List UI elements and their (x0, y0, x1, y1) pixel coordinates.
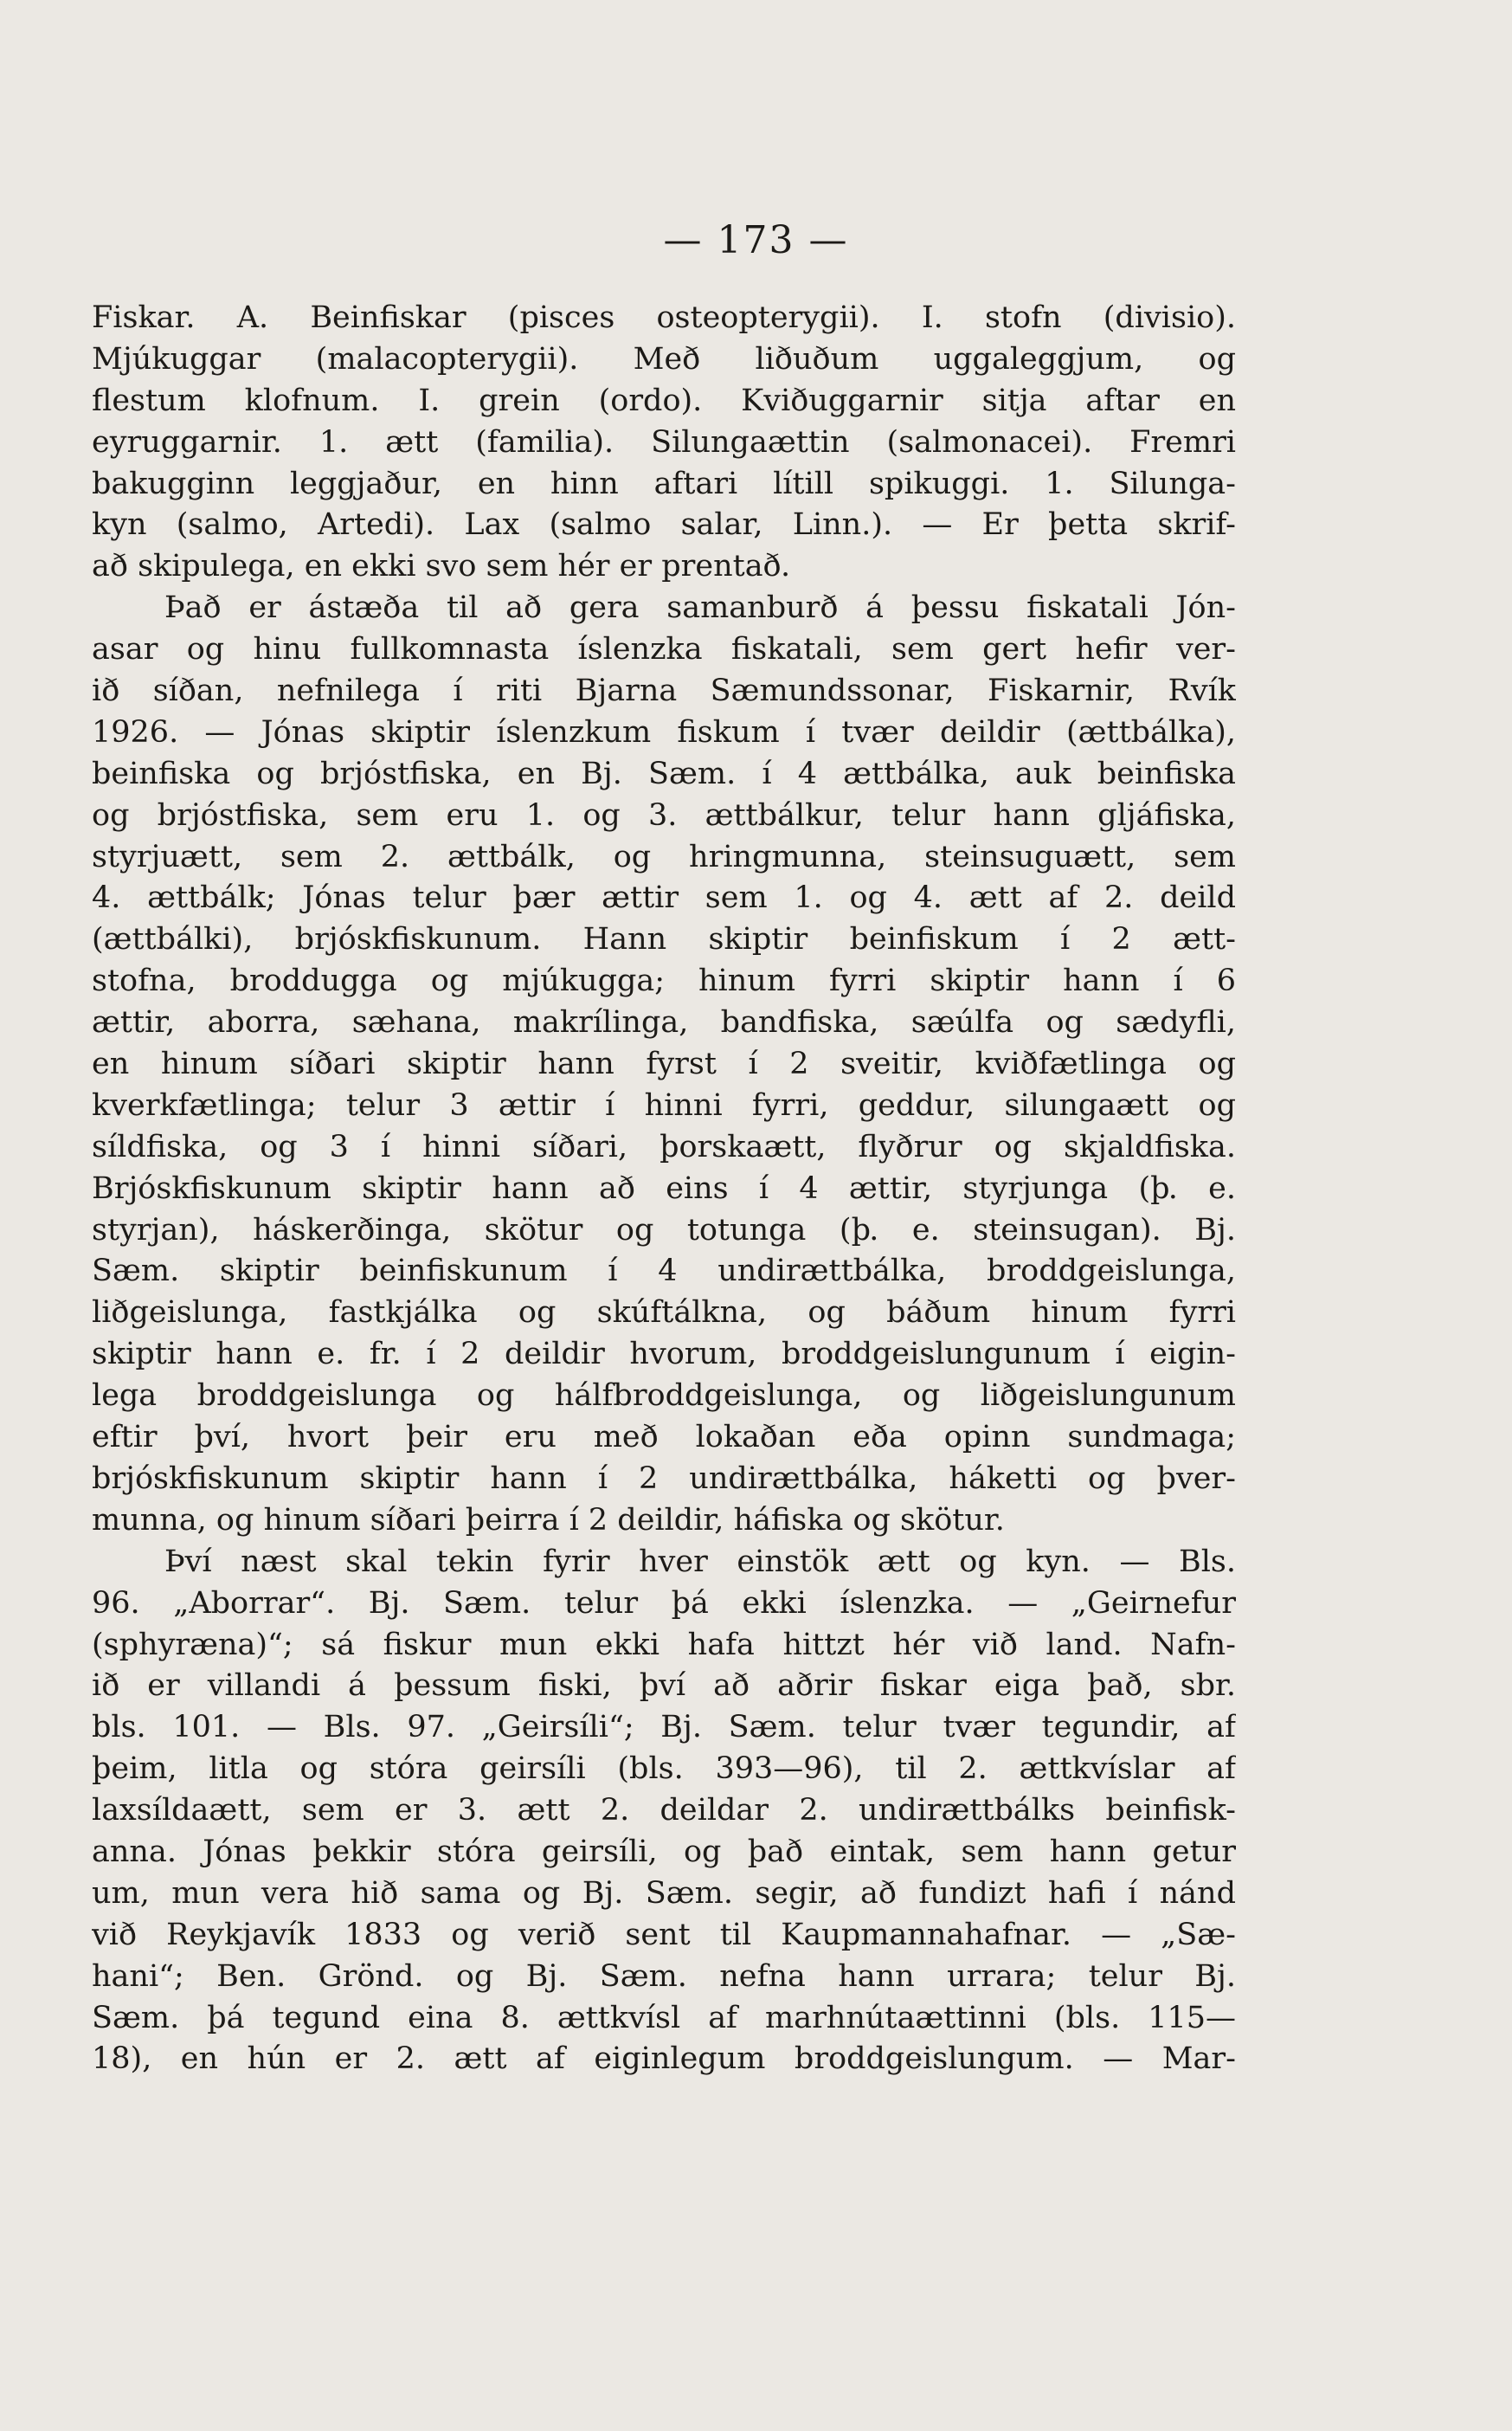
text-line: bls. 101. — Bls. 97. „Geirsíli“; Bj. Sæm. telur tvær tegundir, af (92, 1710, 1236, 1745)
text-line: styrjuætt, sem 2. ættbálk, og hringmunna, steinsuguætt, sem (92, 839, 1236, 874)
text-line: Því næst skal tekin fyrir hver einstök ætt og kyn. — Bls. (164, 1544, 1236, 1579)
text-line: ið er villandi á þessum fiski, því að aðrir fiskar eiga það, sbr. (92, 1668, 1236, 1704)
text-line: við Reykjavík 1833 og verið sent til Kaupmannahafnar. — „Sæ- (92, 1917, 1236, 1952)
text-line: ið síðan, nefnilega í riti Bjarna Sæmundssonar, Fiskarnir, Rvík (92, 674, 1236, 709)
body-text (92, 298, 1236, 2080)
text-line: þeim, litla og stóra geirsíli (bls. 393—96), til 2. ættkvíslar af (92, 1751, 1236, 1787)
text-line: Fiskar. A. Beinfiskar (pisces osteopterygii). I. stofn (divisio). (92, 300, 1236, 335)
text-line: liðgeislunga, fastkjálka og skúftálkna, og báðum hinum fyrri (92, 1295, 1236, 1331)
text-line: (sphyræna)“; sá fiskur mun ekki hafa hittzt hér við land. Nafn- (92, 1627, 1236, 1662)
text-line: 96. „Aborrar“. Bj. Sæm. telur þá ekki íslenzka. — „Geirnefur (92, 1585, 1236, 1621)
text-line: Sæm. þá tegund eina 8. ættkvísl af marhnútaættinni (bls. 115— (92, 2000, 1236, 2035)
text-line: laxsíldaætt, sem er 3. ætt 2. deildar 2. undirættbálks beinfisk- (92, 1793, 1236, 1828)
text-line: en hinum síðari skiptir hann fyrst í 2 sveitir, kviðfætlinga og (92, 1047, 1236, 1082)
text-line: styrjan), háskerðinga, skötur og totunga (þ. e. steinsugan). Bj. (92, 1212, 1236, 1248)
text-line: Sæm. skiptir beinfiskunum í 4 undirættbálka, broddgeislunga, (92, 1254, 1236, 1289)
text-line: Brjóskfiskunum skiptir hann að eins í 4 ættir, styrjunga (þ. e. (92, 1170, 1236, 1206)
text-line: 4. ættbálk; Jónas telur þær ættir sem 1. og 4. ætt af 2. deild (92, 880, 1236, 916)
text-line: Mjúkuggar (malacopterygii). Með liðuðum uggaleggjum, og (92, 341, 1236, 377)
page-number: — 173 — (663, 218, 849, 262)
text-line: 1926. — Jónas skiptir íslenzkum fiskum í tvær deildir (ættbálka), (92, 714, 1236, 750)
text-line: síldfiska, og 3 í hinni síðari, þorskaætt, flyðrur og skjaldfiska. (92, 1129, 1236, 1164)
text-line: munna, og hinum síðari þeirra í 2 deildir, háfiska og skötur. (92, 1502, 1005, 1538)
text-line: og brjóstfiska, sem eru 1. og 3. ættbálkur, telur hann gljáfiska, (92, 797, 1236, 833)
text-line: kverkfætlinga; telur 3 ættir í hinni fyrri, geddur, silungaætt og (92, 1087, 1236, 1123)
text-line: beinfiska og brjóstfiska, en Bj. Sæm. í 4 ættbálka, auk beinfiska (92, 756, 1236, 791)
text-line: anna. Jónas þekkir stóra geirsíli, og það eintak, sem hann getur (92, 1834, 1236, 1869)
text-line: asar og hinu fullkomnasta íslenzka fiskatali, sem gert hefir ver- (92, 632, 1236, 667)
text-line: skiptir hann e. fr. í 2 deildir hvorum, broddgeislungunum í eigin- (92, 1337, 1236, 1372)
text-line: ættir, aborra, sæhana, makrílinga, bandfiska, sæúlfa og sædyfli, (92, 1005, 1236, 1041)
text-line: 18), en hún er 2. ætt af eiginlegum broddgeislungum. — Mar- (92, 2041, 1236, 2077)
text-line: (ættbálki), brjóskfiskunum. Hann skiptir beinfiskum í 2 ætt- (92, 922, 1236, 958)
text-line: bakugginn leggjaður, en hinn aftari lítill spikuggi. 1. Silunga- (92, 466, 1236, 501)
text-line: stofna, broddugga og mjúkugga; hinum fyrri skiptir hann í 6 (92, 964, 1236, 999)
text-line: eftir því, hvort þeir eru með lokaðan eða opinn sundmaga; (92, 1420, 1236, 1455)
text-line: um, mun vera hið sama og Bj. Sæm. segir, að fundizt hafi í nánd (92, 1875, 1236, 1911)
text-line: brjóskfiskunum skiptir hann í 2 undirættbálka, háketti og þver- (92, 1461, 1236, 1496)
text-line: kyn (salmo, Artedi). Lax (salmo salar, Linn.). — Er þetta skrif- (92, 507, 1236, 543)
text-line: Það er ástæða til að gera samanburð á þessu fiskatali Jón- (164, 590, 1236, 626)
text-line: eyruggarnir. 1. ætt (familia). Silungaættin (salmonacei). Fremri (92, 424, 1236, 460)
text-line: hani“; Ben. Grönd. og Bj. Sæm. nefna hann urrara; telur Bj. (92, 1958, 1236, 1994)
text-line: flestum klofnum. I. grein (ordo). Kviðuggarnir sitja aftar en (92, 383, 1236, 418)
text-line: að skipulega, en ekki svo sem hér er prentað. (92, 549, 791, 584)
text-line: lega broddgeislunga og hálfbroddgeislunga, og liðgeislungunum (92, 1378, 1236, 1414)
